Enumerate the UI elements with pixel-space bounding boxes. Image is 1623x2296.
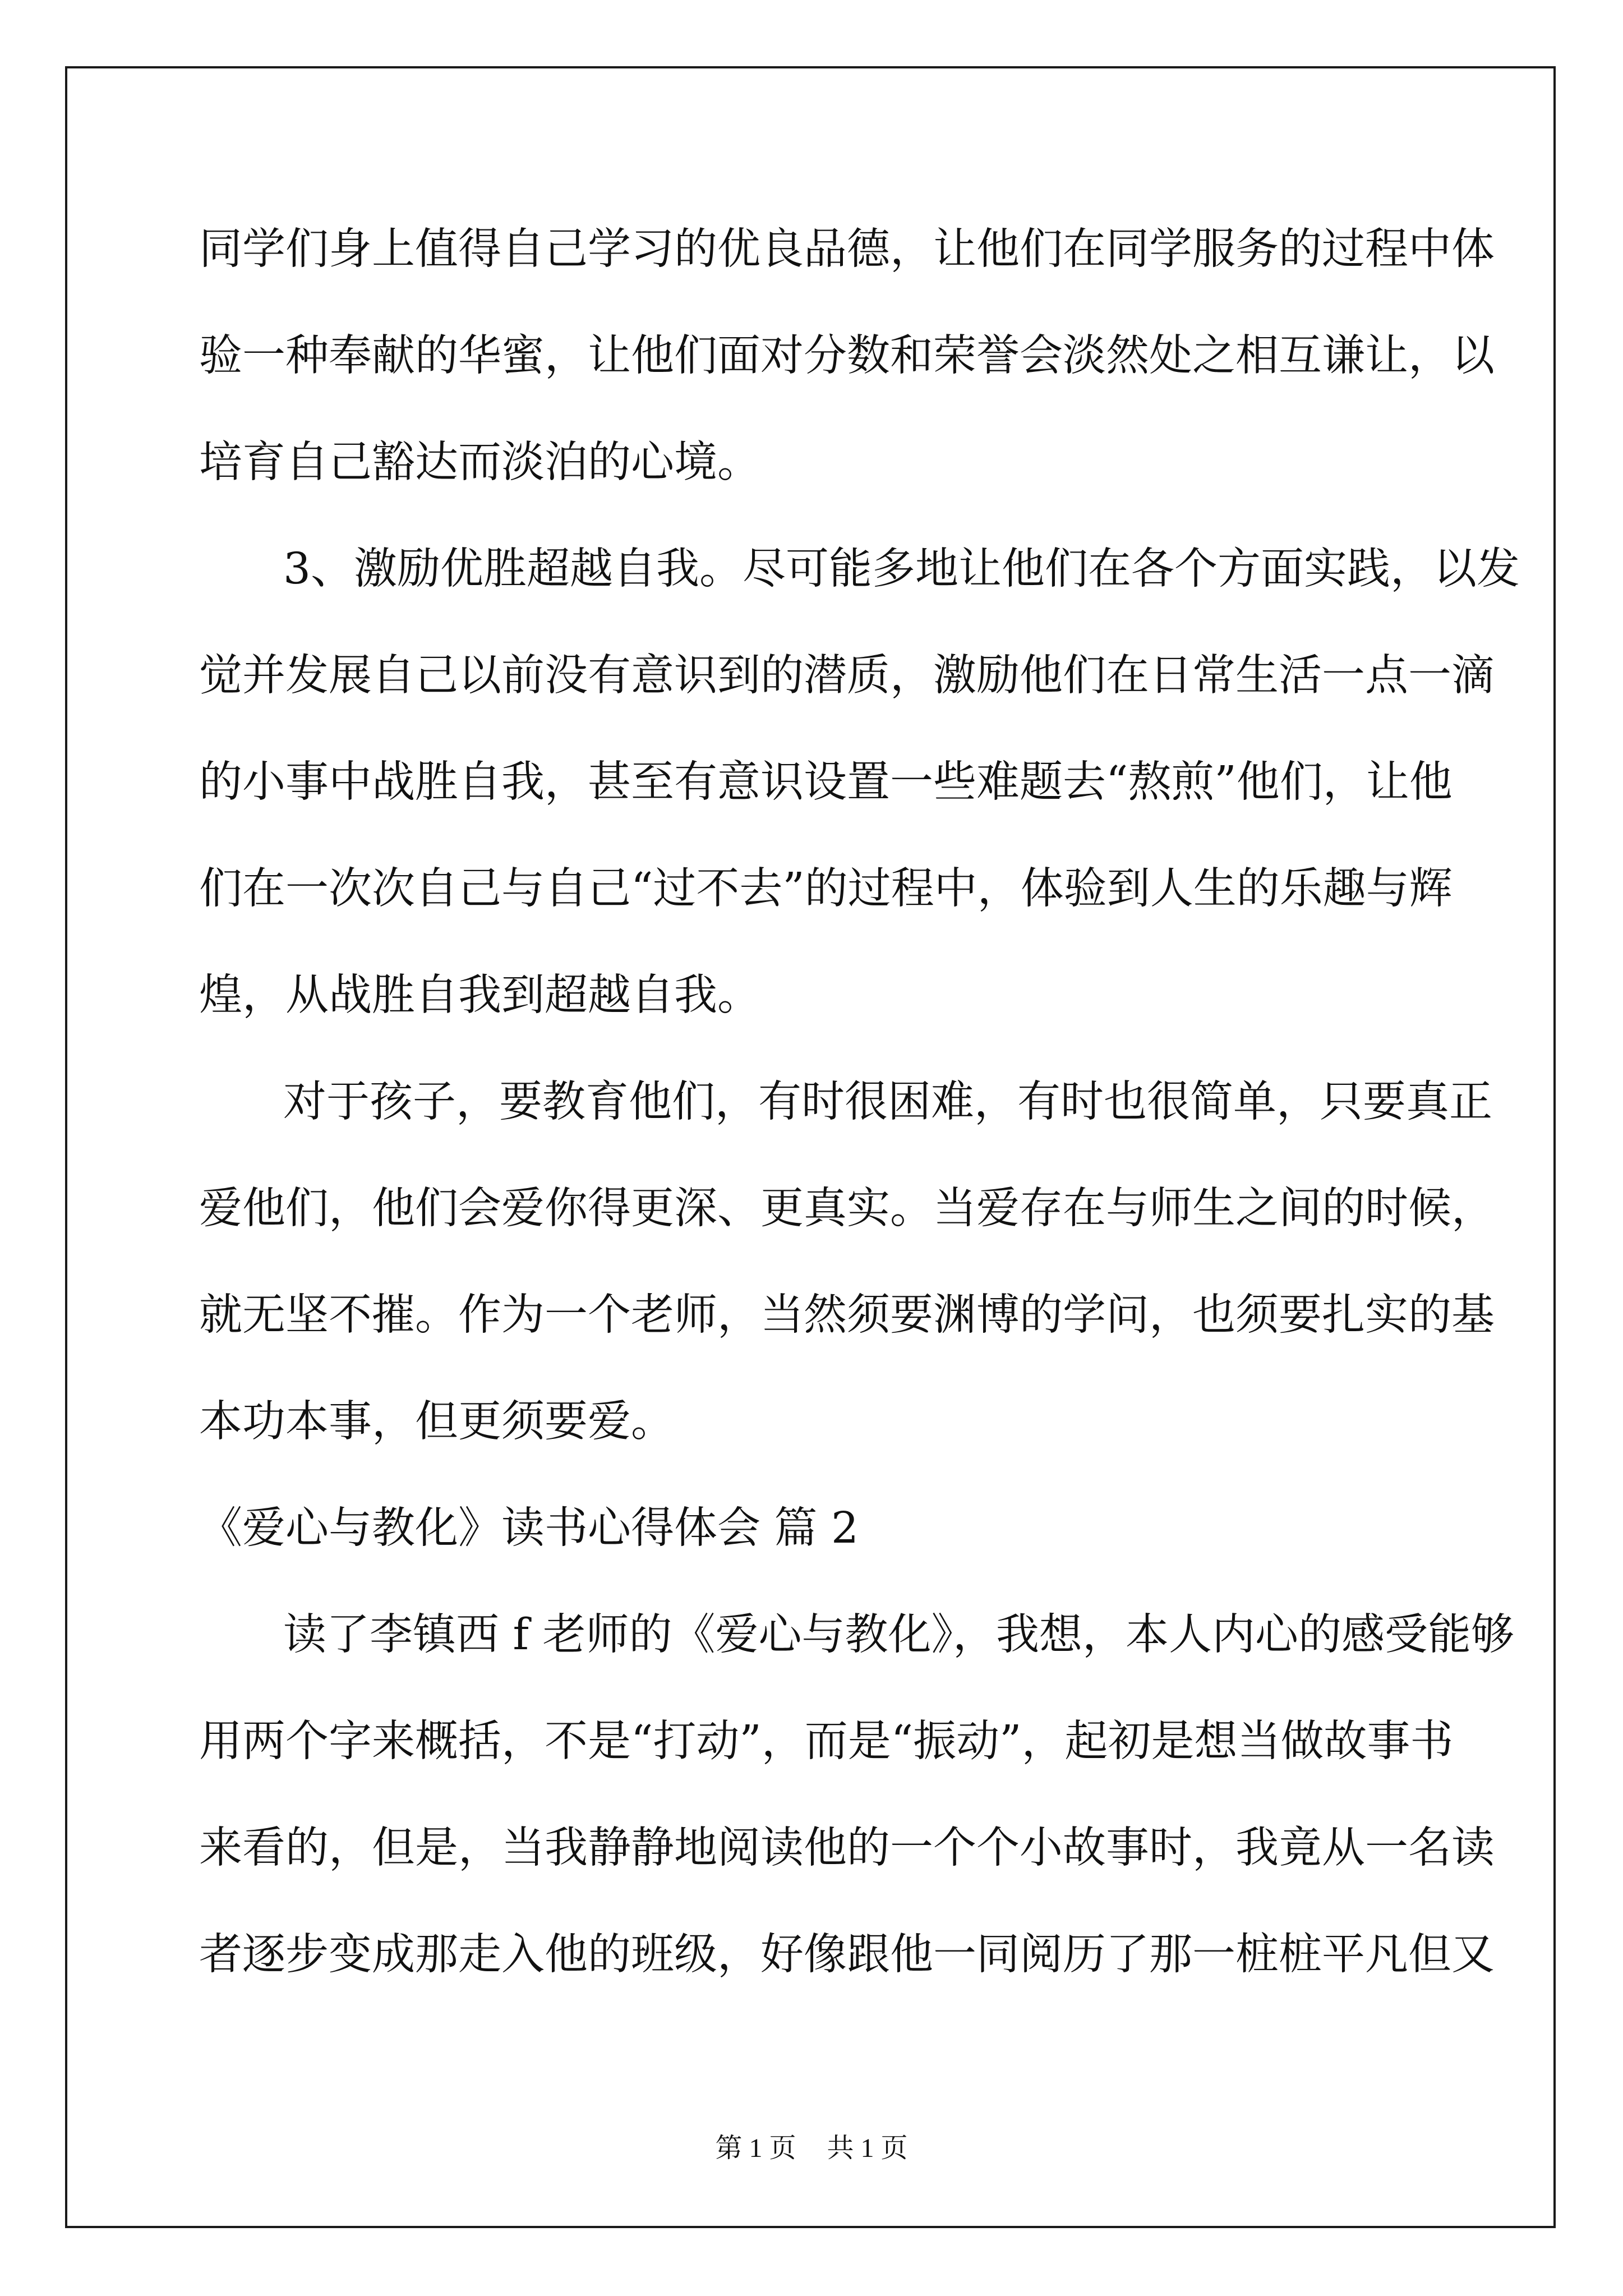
text-line: 觉并发展自己以前没有意识到的潜质，激励他们在日常生活一点一滴 (199, 651, 1495, 701)
text-line: 煌，从战胜自我到超越自我。 (199, 970, 760, 1020)
page-footer (0, 2126, 1623, 2165)
text-line: 对于孩子，要教育他们，有时很困难，有时也很简单，只要真正 (283, 1077, 1492, 1127)
text-line: 用两个字来概括，不是“打动”，而是“振动”，起初是想当做故事书 (199, 1717, 1454, 1766)
page-total: 共 1 页 (827, 2133, 908, 2163)
text-line: 本功本事，但更须要爱。 (199, 1397, 674, 1447)
section-heading: 《爱心与教化》读书心得体会 篇 2 (199, 1503, 859, 1553)
text-line: 爱他们，他们会爱你得更深、更真实。当爱存在与师生之间的时候， (199, 1184, 1495, 1234)
text-line: 们在一次次自己与自己“过不去”的过程中，体验到人生的乐趣与辉 (199, 864, 1453, 914)
text-line: 的小事中战胜自我，甚至有意识设置一些难题去“熬煎”他们，让他 (199, 757, 1453, 807)
page-number: 第 1 页 (715, 2133, 796, 2163)
document-body (199, 196, 1520, 2008)
text-line: 读了李镇西 f 老师的《爱心与教化》，我想，本人内心的感受能够 (283, 1610, 1514, 1660)
text-line: 就无坚不摧。作为一个老师，当然须要渊博的学问，也须要扎实的基 (199, 1290, 1495, 1340)
text-line: 来看的，但是，当我静静地阅读他的一个个小故事时，我竟从一名读 (199, 1823, 1495, 1873)
text-line: 同学们身上值得自己学习的优良品德，让他们在同学服务的过程中体 (199, 224, 1495, 274)
text-line: 培育自己豁达而淡泊的心境。 (199, 438, 760, 487)
text-line: 3、激励优胜超越自我。尽可能多地让他们在各个方面实践，以发 (283, 544, 1520, 594)
text-line: 验一种奉献的华蜜，让他们面对分数和荣誉会淡然处之相互谦让，以 (199, 331, 1495, 381)
text-line: 者逐步变成那走入他的班级，好像跟他一同阅历了那一桩桩平凡但又 (199, 1930, 1495, 1980)
